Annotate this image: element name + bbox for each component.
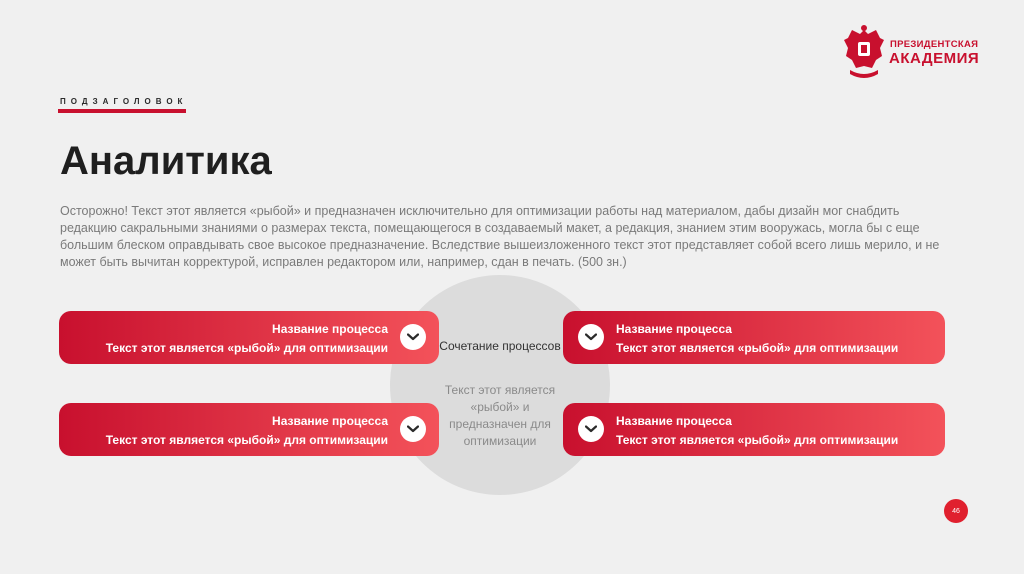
process-card-top-right bbox=[563, 311, 945, 364]
process-desc: Текст этот является «рыбой» для оптимизации bbox=[616, 433, 899, 447]
chevron-down-icon[interactable] bbox=[578, 324, 604, 350]
page-title: Аналитика bbox=[60, 139, 272, 183]
process-card-top-left bbox=[59, 311, 439, 364]
subheading-underline bbox=[58, 109, 186, 113]
process-card-bottom-right bbox=[563, 403, 945, 456]
subheading: ПОДЗАГОЛОВОК bbox=[60, 97, 188, 106]
process-name: Название процесса bbox=[616, 322, 732, 336]
chevron-down-icon[interactable] bbox=[578, 416, 604, 442]
chevron-down-icon[interactable] bbox=[400, 416, 426, 442]
process-card-bottom-left bbox=[59, 403, 439, 456]
body-paragraph: Осторожно! Текст этот является «рыбой» и предназначен исключительно для оптимизации работы над материалом, дабы дизайн мог снабдить редакцию сакральными знаниями о размерах текста, помещающегося в создаваемый макет, а редакция, знанием этим вооружась, могла бы с еще большим блеском оправдывать свое высокое предназначение. Вследствие вышеизложенного текст этот представляет собой всего лишь мерило, и не может быть вычитан корректурой, исправлен редактором или, например, сдан в печать. (500 зн.) bbox=[60, 204, 940, 269]
process-name: Название процесса bbox=[616, 414, 732, 428]
process-name: Название процесса bbox=[272, 322, 388, 336]
eagle-emblem-icon bbox=[842, 24, 886, 80]
logo-line-1: ПРЕЗИДЕНТСКАЯ bbox=[890, 39, 979, 50]
logo-line-2: АКАДЕМИЯ bbox=[889, 50, 980, 67]
center-title: Сочетание процессов bbox=[439, 339, 561, 353]
academy-logo bbox=[842, 24, 980, 80]
center-text: Текст этот является «рыбой» и предназначен для оптимизации bbox=[444, 383, 556, 448]
process-desc: Текст этот является «рыбой» для оптимизации bbox=[616, 341, 899, 355]
process-name: Название процесса bbox=[272, 414, 388, 428]
process-desc: Текст этот является «рыбой» для оптимизации bbox=[105, 341, 388, 355]
page-number: 46 bbox=[944, 499, 968, 523]
process-desc: Текст этот является «рыбой» для оптимизации bbox=[105, 433, 388, 447]
chevron-down-icon[interactable] bbox=[400, 324, 426, 350]
